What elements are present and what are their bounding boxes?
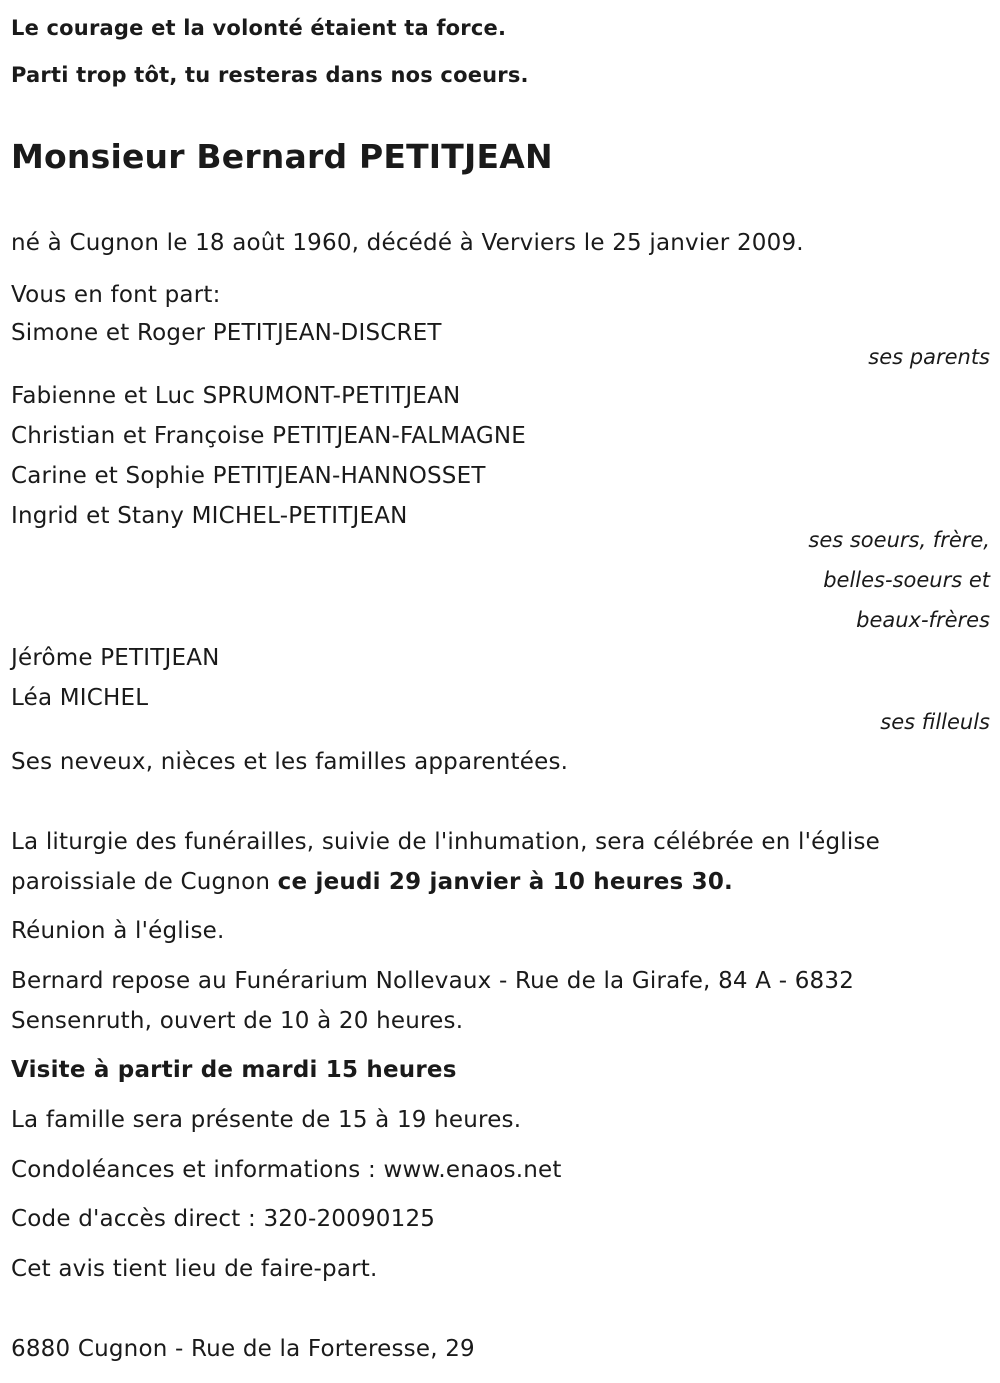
epitaph-line-2: Parti trop tôt, tu resteras dans nos coeurs. [11, 63, 529, 87]
godchild-name: Jérôme PETITJEAN [11, 645, 220, 671]
birth-death-line: né à Cugnon le 18 août 1960, décédé à Verviers le 25 janvier 2009. [11, 230, 804, 256]
family-present-line: La famille sera présente de 15 à 19 heures. [11, 1107, 522, 1133]
sibling-name: Ingrid et Stany MICHEL-PETITJEAN [11, 503, 408, 529]
ceremony-place: paroissiale de Cugnon [11, 869, 278, 895]
access-code-line: Code d'accès direct : 320-20090125 [11, 1206, 436, 1232]
sibling-name: Christian et Françoise PETITJEAN-FALMAGNE [11, 423, 527, 449]
sibling-name: Carine et Sophie PETITJEAN-HANNOSSET [11, 463, 486, 489]
address-line: 6880 Cugnon - Rue de la Forteresse, 29 [11, 1336, 475, 1362]
condolences-line: Condoléances et informations : www.enaos.net [11, 1157, 562, 1183]
epitaph-line-1: Le courage et la volonté étaient ta force. [11, 16, 507, 40]
funerarium-line-1: Bernard repose au Funérarium Nollevaux - Rue de la Girafe, 84 A - 6832 [11, 968, 855, 994]
relation-parents: ses parents [868, 345, 990, 369]
notice-line: Cet avis tient lieu de faire-part. [11, 1256, 378, 1282]
godchild-name: Léa MICHEL [11, 685, 149, 711]
relation-siblings: beaux-frères [856, 608, 990, 632]
ceremony-line-1: La liturgie des funérailles, suivie de l'inhumation, sera célébrée en l'église [11, 829, 881, 855]
sibling-name: Fabienne et Luc SPRUMONT-PETITJEAN [11, 383, 461, 409]
parents-name: Simone et Roger PETITJEAN-DISCRET [11, 320, 442, 346]
relation-siblings: belles-soeurs et [823, 568, 990, 592]
visit-line: Visite à partir de mardi 15 heures [11, 1057, 457, 1083]
others-line: Ses neveux, nièces et les familles apparentées. [11, 749, 569, 775]
ceremony-datetime: ce jeudi 29 janvier à 10 heures 30. [277, 869, 733, 895]
relation-siblings: ses soeurs, frère, [808, 528, 990, 552]
relation-godchildren: ses filleuls [880, 710, 990, 734]
intro-line: Vous en font part: [11, 282, 221, 308]
meeting-line: Réunion à l'église. [11, 918, 225, 944]
page-title: Monsieur Bernard PETITJEAN [11, 137, 553, 176]
funerarium-line-2: Sensenruth, ouvert de 10 à 20 heures. [11, 1008, 464, 1034]
ceremony-line-2 [11, 867, 733, 897]
